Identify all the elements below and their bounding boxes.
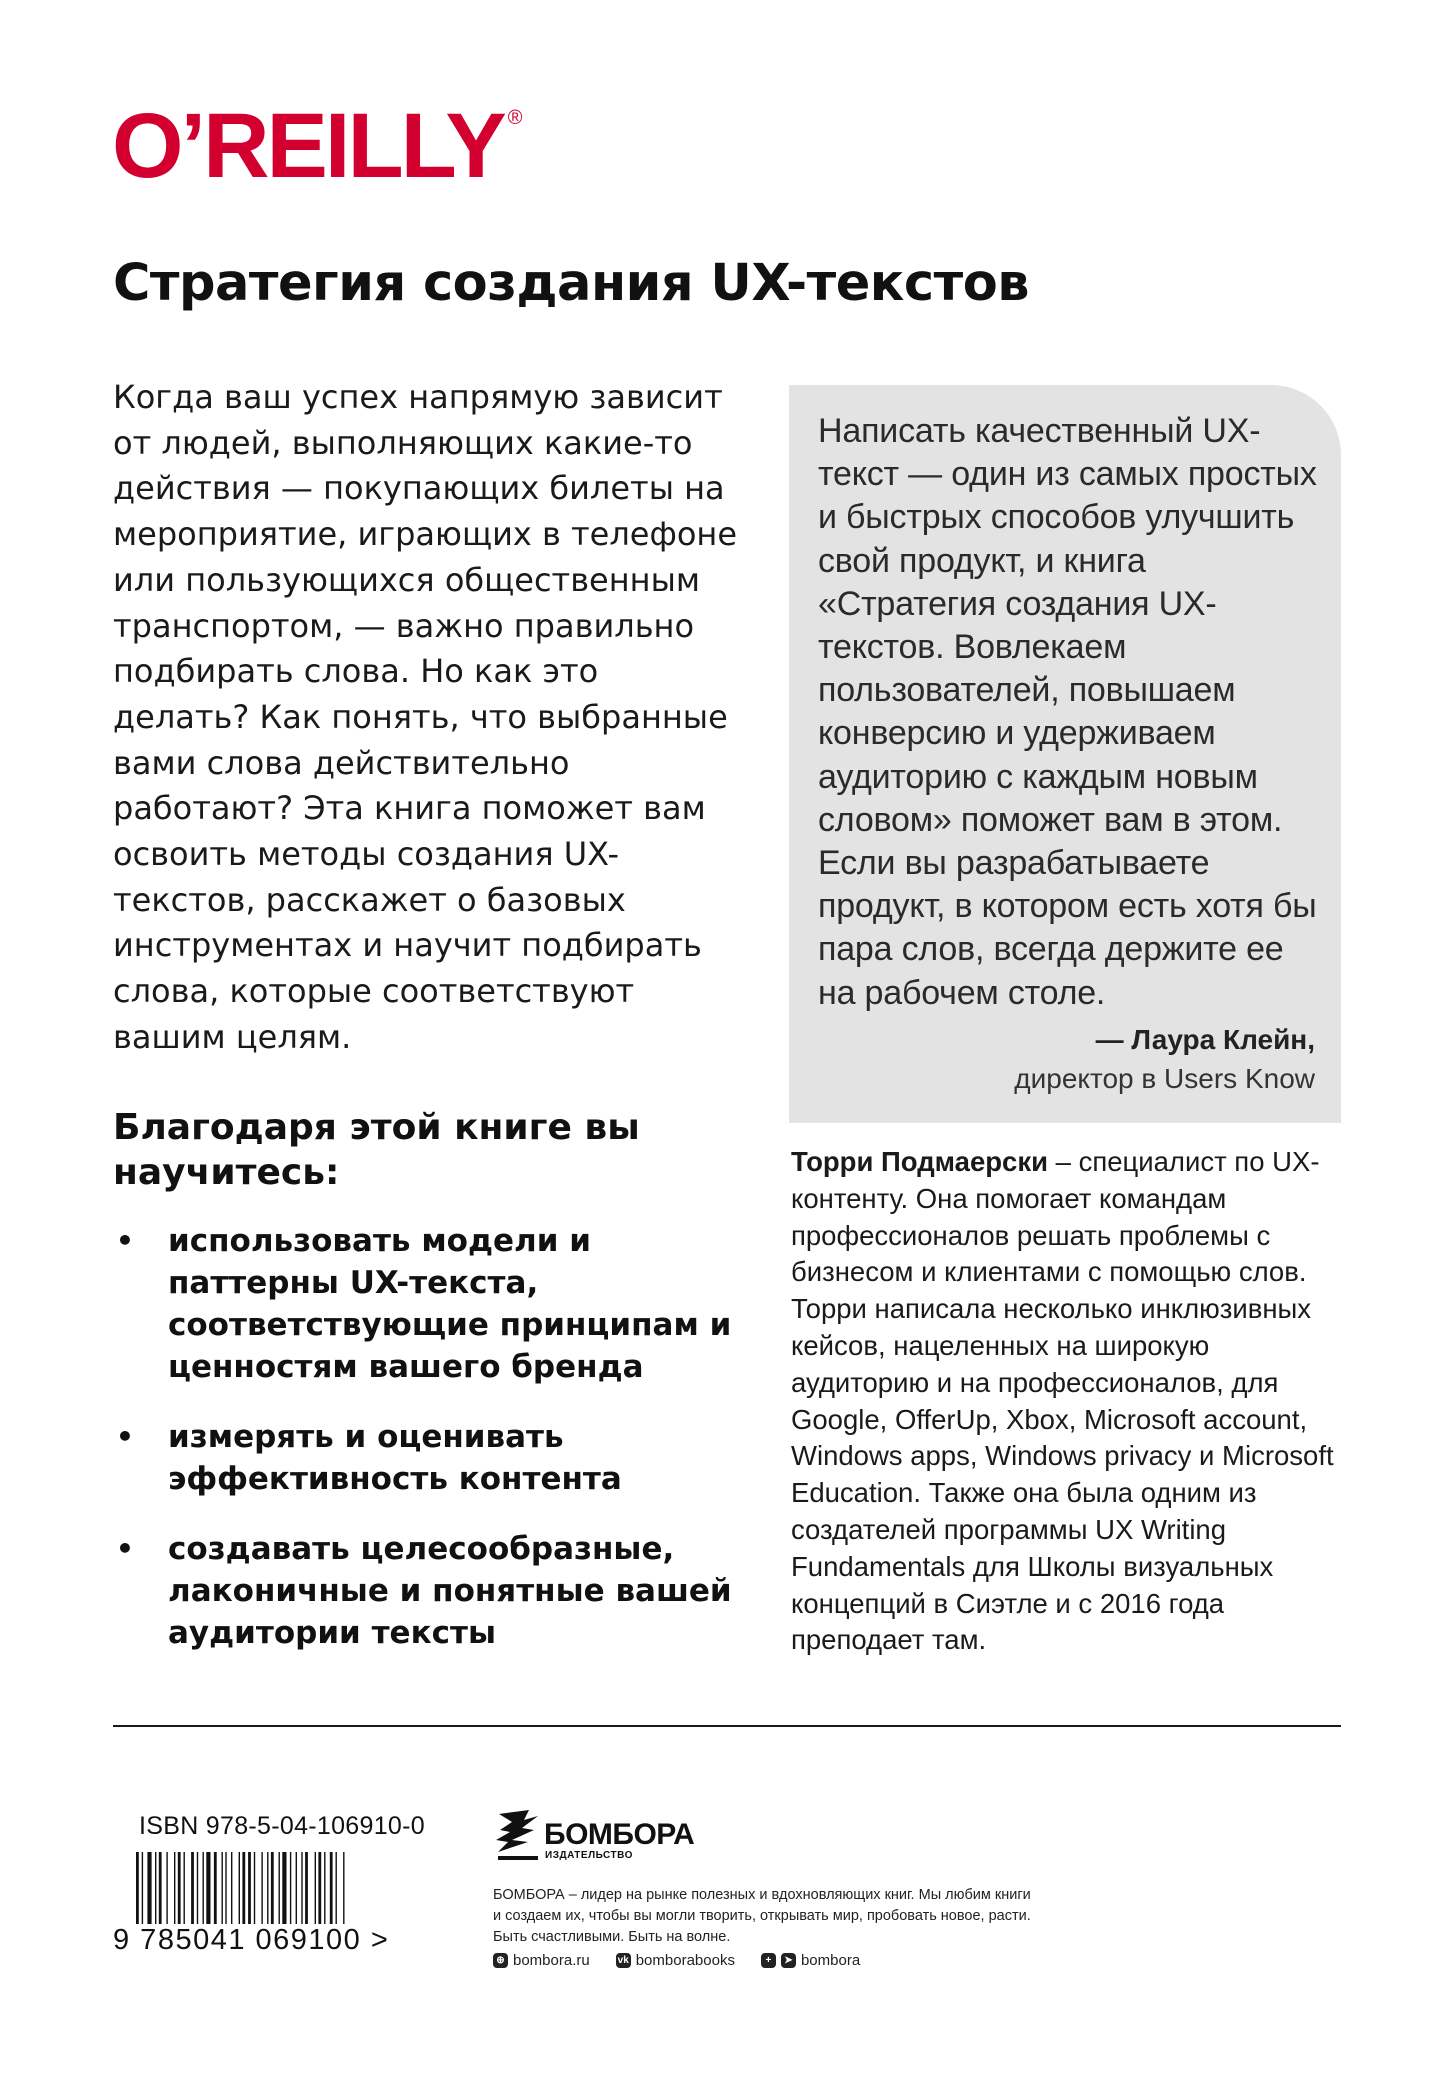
author-name: Торри Подмаерски (791, 1146, 1048, 1177)
barcode-digits: 9 785041 069100 > (113, 1924, 390, 1956)
globe-icon: ⊕ (493, 1953, 508, 1968)
bombora-subtitle: ИЗДАТЕЛЬСТВО (545, 1850, 633, 1861)
list-item: • использовать модели и паттерны UX-текста, соответствующие принципам и ценностям вашего бренда (113, 1220, 733, 1388)
isbn-label: ISBN 978-5-04-106910-0 (139, 1812, 425, 1840)
plus-icon: + (761, 1953, 776, 1968)
learn-heading: Благодаря этой книге вы научитесь: (113, 1107, 640, 1193)
bullet-icon: • (116, 1532, 134, 1565)
social-links (493, 1952, 860, 1969)
author-bio-text: – специалист по UX-контенту. Она помогает командам профессионалов решать проблемы с бизнесом и клиентами с помощью слов. Торри написала несколько инклюзивных кейсов, нацеленных на широкую аудиторию и на профессионалов, для Google, OfferUp, Xbox, Microsoft account, Windows apps, Windows privacy и Microsoft Education. Также она была одним из создателей программы UX Writing Fundamentals для Школы визуальных концепций в Сиэтле и с 2016 года преподает там. (791, 1146, 1334, 1656)
bullet-icon: • (116, 1420, 134, 1453)
social-link-telegram[interactable]: + ➤ bombora (761, 1952, 860, 1969)
barcode-image (136, 1852, 416, 1924)
quote-author-role: директор в Users Know (1014, 1063, 1315, 1094)
telegram-icon: ➤ (781, 1953, 796, 1968)
oreilly-logo: O’REILLY ® (112, 95, 523, 197)
divider (113, 1725, 1341, 1727)
social-link-vk[interactable]: vk bomborabooks (617, 1952, 735, 1969)
learn-list (113, 1220, 733, 1682)
list-item: • создавать целесообразные, лаконичные и понятные вашей аудитории тексты (113, 1528, 733, 1654)
list-item: • измерять и оценивать эффективность контента (113, 1416, 733, 1500)
intro-paragraph: Когда ваш успех напрямую зависит от людей, выполняющих какие-то действия — покупающих билеты на мероприятие, играющих в телефоне или пользующихся общественным транспортом, — важно правильно подбирать слова. Но как это делать? Как понять, что выбранные вами слова действительно работают? Эта книга поможет вам освоить методы создания UX-текстов, расскажет о базовых инструментах и научит подбирать слова, которые соответствуют вашим целям. (113, 378, 738, 1056)
bullet-icon: • (116, 1224, 134, 1257)
bombora-description: БОМБОРА – лидер на рынке полезных и вдохновляющих книг. Мы любим книги и создаем их, чтобы вы могли творить, открывать мир, пробовать новое, расти. Быть счастливыми. Быть на волне. (493, 1887, 1031, 1945)
vk-icon: vk (617, 1955, 629, 1966)
book-title: Стратегия создания UX-текстов (113, 254, 1030, 313)
quote-author: — Лаура Клейн, (1095, 1024, 1315, 1055)
quote-text: Написать качественный UX-текст — один из самых простых и быстрых способов улучшить свой продукт, и книга «Стратегия создания UX-текстов. Вовлекаем пользователей, повышаем конверсию и удерживаем аудиторию с каждым новым словом» поможет вам в этом. Если вы разрабатываете продукт, в котором есть хотя бы пара слов, всегда держите ее на рабочем столе. (818, 412, 1317, 1012)
bombora-name: БОМБОРА (544, 1818, 695, 1851)
author-bio (791, 1144, 1351, 1659)
social-link-site[interactable]: ⊕ bombora.ru (493, 1952, 590, 1969)
